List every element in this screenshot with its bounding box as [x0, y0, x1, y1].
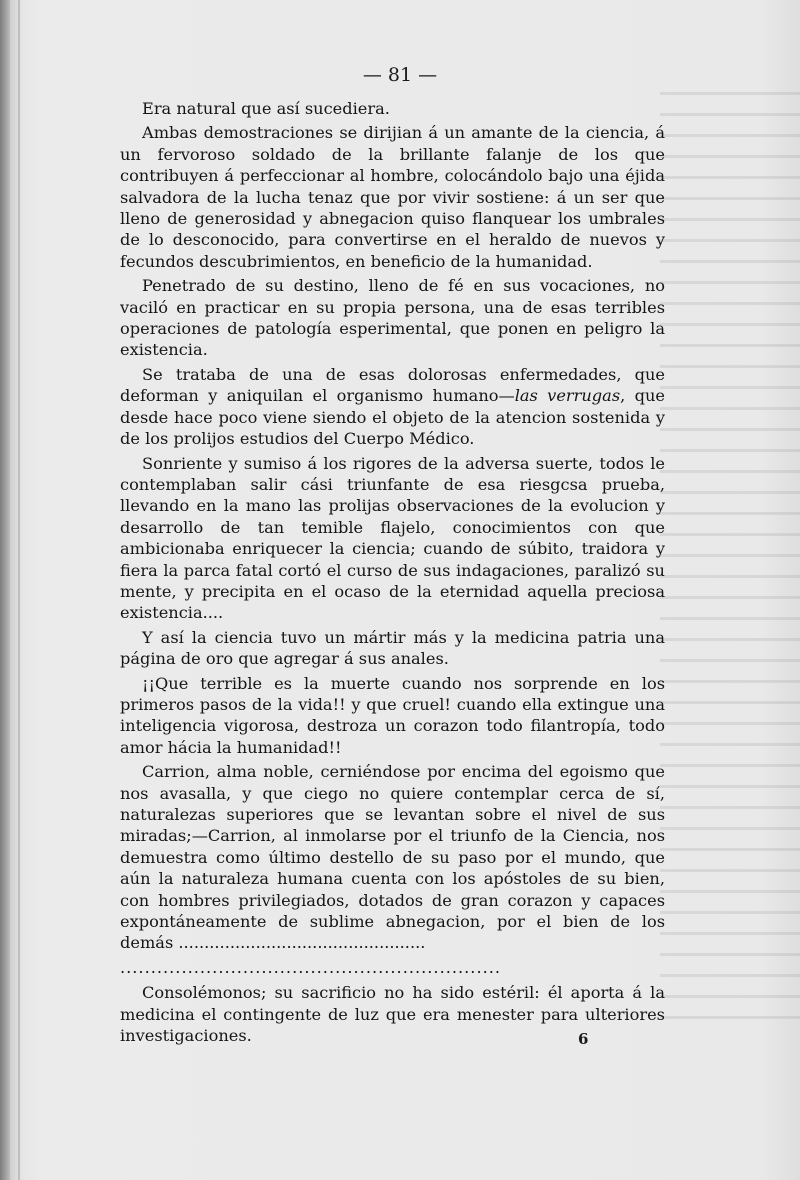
paragraph-9: Consolémonos; su sacrificio no ha sido estéril: él aporta á la medicina el contingente de luz que era menester para ulteriores investigaciones.	[120, 983, 665, 1046]
page-fold-line	[18, 0, 20, 1180]
paragraph-7: ¡¡Que terrible es la muerte cuando nos sorprende en los primeros pasos de la vida!! y que cruel! cuando ella extingue una inteligencia vigorosa, destroza un corazon todo filantropía, todo amor hácia la humanidad!!	[120, 673, 665, 757]
paragraph-3: Penetrado de su destino, lleno de fé en sus vocaciones, no vaciló en practicar en su propia persona, una de esas terribles operaciones de patología esperimental, que ponen en peligro la existencia.	[120, 276, 665, 360]
body-text	[120, 98, 665, 1046]
paragraph-6: Y así la ciencia tuvo un mártir más y la medicina patria una página de oro que agregar á sus anales.	[120, 627, 665, 669]
paragraph-1: Era natural que así sucediera.	[142, 99, 390, 118]
paragraph-5: Sonriente y sumiso á los rigores de la adversa suerte, todos le contemplaban salir cási triunfante de esa riesgcsa prueba, llevando en la mano las prolijas observaciones de la evolucion y desarrollo de tan temible flajelo, conocimientos con que ambicionaba enriquecer la ciencia; cuando de súbito, traidora y fiera la parca fatal cortó el curso de sus indagaciones, paralizó su mente, y precipita en el ocaso de la eternidad aquella preciosa existencia....	[120, 453, 665, 623]
dotted-separator: ..............................................................	[120, 957, 502, 977]
paragraph-8: Carrion, alma noble, cerniéndose por encima del egoismo que nos avasalla, y que ciego no quiere contemplar cerca de sí, naturalezas superiores que se levantan sobre el nivel de sus miradas;—Carrion, al inmolarse por el triunfo de la Ciencia, nos demuestra como último destello de su paso por el mundo, que aún la naturaleza humana cuenta con los apóstoles de su bien, con hombres privilegiados, dotados de gran corazon y capaces expontáneamente de sublime abnegacion, por el bien de los demás ................................................	[120, 762, 665, 953]
paragraph-4-italic-term: las verrugas	[514, 386, 621, 406]
paragraph-2: Ambas demostraciones se dirijian á un amante de la ciencia, á un fervoroso soldado de la brillante falanje de los que contribuyen á perfeccionar al hombre, colocándolo bajo una éjida salvadora de la lucha tenaz que por vivir sostiene: á un ser que lleno de generosidad y abnegacion quiso flanquear los umbrales de lo desconocido, para convertirse en el heraldo de nuevos y fecundos descubrimientos, en beneficio de la humanidad.	[120, 123, 665, 271]
paragraph-4	[120, 364, 665, 450]
show-through-text	[660, 80, 800, 1030]
paragraph-4-text-start: Se trataba de una de esas dolorosas enfermedades, que deforman y aniquilan el organismo humano—	[120, 364, 665, 406]
signature-mark: 6	[578, 1030, 589, 1048]
paragraph-4-text-end: , que desde hace poco viene siendo el objeto de la atencion sostenida y de los prolijos estudios del Cuerpo Médico.	[120, 386, 665, 449]
page-number: — 81 —	[362, 64, 438, 86]
page-binding-edge	[0, 0, 10, 1180]
